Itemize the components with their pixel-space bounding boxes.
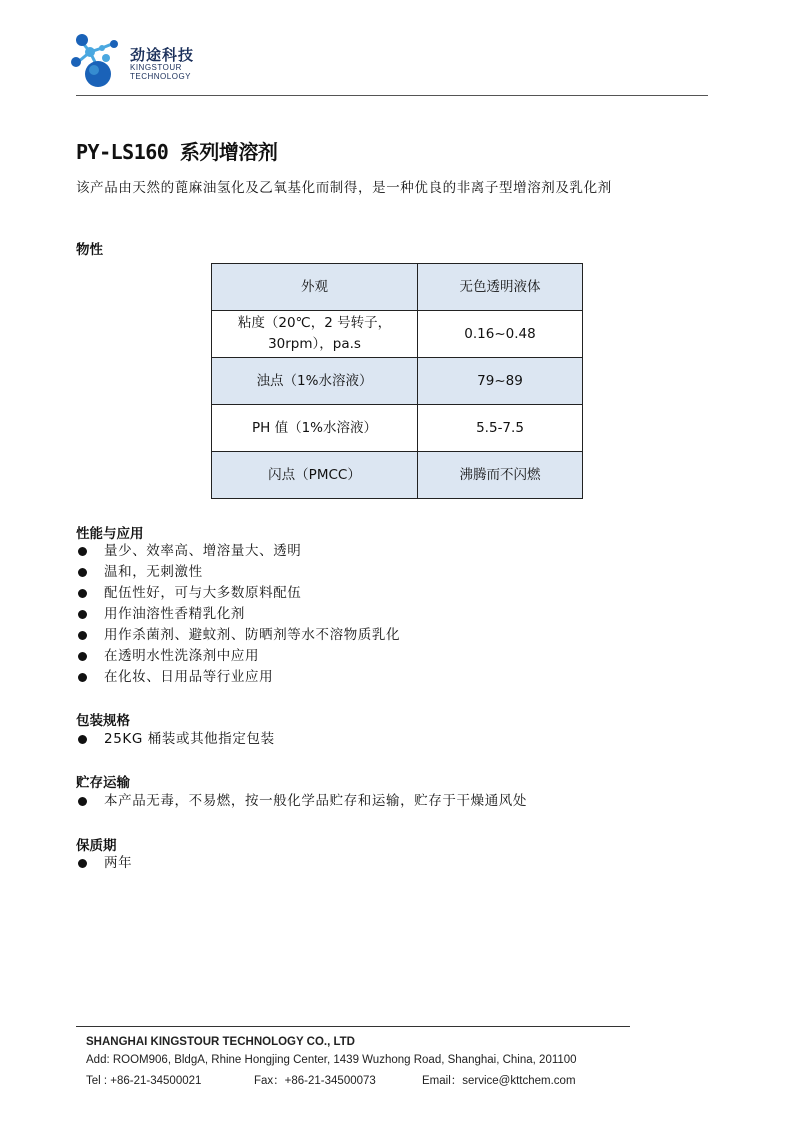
section-heading-shelf-life: 保质期 (76, 838, 117, 854)
bullet-icon (78, 735, 87, 744)
list-item (76, 646, 400, 667)
footer-email[interactable]: Email：service@kttchem.com (422, 1075, 576, 1087)
list-item-text: 温和，无刺激性 (104, 564, 203, 580)
footer-divider (76, 1026, 630, 1027)
list-item (76, 583, 400, 604)
property-value: 无色透明液体 (418, 264, 583, 311)
section-heading-performance: 性能与应用 (76, 526, 144, 542)
molecule-logo-icon (68, 30, 130, 90)
bullet-icon (78, 610, 87, 619)
footer-tel: Tel : +86-21-34500021 (86, 1075, 202, 1087)
shelf-life-list (76, 853, 132, 874)
bullet-icon (78, 797, 87, 806)
list-item (76, 604, 400, 625)
performance-list (76, 541, 400, 688)
list-item-text: 本产品无毒，不易燃，按一般化学品贮存和运输，贮存于干燥通风处 (104, 793, 527, 809)
bullet-icon (78, 547, 87, 556)
list-item-text: 25KG 桶装或其他指定包装 (104, 731, 275, 747)
bullet-icon (78, 568, 87, 577)
list-item (76, 562, 400, 583)
table-row (212, 405, 583, 452)
property-name (212, 311, 418, 358)
section-heading-storage: 贮存运输 (76, 775, 130, 791)
property-value: 5.5-7.5 (418, 405, 583, 452)
bullet-icon (78, 673, 87, 682)
header-divider (76, 95, 708, 96)
bullet-icon (78, 859, 87, 868)
list-item-text: 在透明水性洗涤剂中应用 (104, 648, 260, 664)
table-row (212, 264, 583, 311)
section-heading-properties: 物性 (76, 242, 103, 258)
property-name: 闪点（PMCC） (212, 452, 418, 499)
list-item (76, 853, 132, 874)
property-value: 79~89 (418, 358, 583, 405)
list-item (76, 729, 275, 750)
property-name-line: 30rpm），pa.s (268, 336, 361, 352)
list-item-text: 在化妆、日用品等行业应用 (104, 669, 274, 685)
document-title: PY-LS160 系列增溶剂 (76, 140, 278, 164)
list-item (76, 667, 400, 688)
properties-table (211, 263, 583, 499)
table-row (212, 452, 583, 499)
company-logo (68, 30, 208, 90)
footer-address: Add: ROOM906, BldgA, Rhine Hongjing Center, 1439 Wuzhong Road, Shanghai, China, 201100 (86, 1054, 577, 1066)
property-name: 浊点（1%水溶液） (212, 358, 418, 405)
list-item-text: 用作杀菌剂、避蚊剂、防晒剂等水不溶物质乳化 (104, 627, 401, 643)
list-item-text: 量少、效率高、增溶量大、透明 (104, 543, 302, 559)
property-name-line: 粘度（20℃，2 号转子， (237, 315, 392, 331)
bullet-icon (78, 652, 87, 661)
list-item-text: 配伍性好，可与大多数原料配伍 (104, 585, 302, 601)
footer-company-name: SHANGHAI KINGSTOUR TECHNOLOGY CO., LTD (86, 1036, 355, 1048)
list-item-text: 用作油溶性香精乳化剂 (104, 606, 245, 622)
list-item (76, 791, 527, 812)
storage-list (76, 791, 527, 812)
property-name: PH 值（1%水溶液） (212, 405, 418, 452)
list-item (76, 541, 400, 562)
list-item (76, 625, 400, 646)
logo-english-line1: KINGSTOUR (130, 63, 182, 72)
footer-contact (86, 1072, 576, 1088)
footer-fax: Fax：+86-21-34500073 (254, 1075, 376, 1087)
bullet-icon (78, 631, 87, 640)
table-row (212, 311, 583, 358)
table-row (212, 358, 583, 405)
packaging-list (76, 729, 275, 750)
bullet-icon (78, 589, 87, 598)
section-heading-packaging: 包装规格 (76, 713, 130, 729)
property-value: 0.16~0.48 (418, 311, 583, 358)
property-value: 沸腾而不闪燃 (418, 452, 583, 499)
list-item-text: 两年 (104, 855, 133, 871)
logo-english-line2: TECHNOLOGY (130, 72, 192, 81)
intro-paragraph: 该产品由天然的蓖麻油氢化及乙氧基化而制得，是一种优良的非离子型增溶剂及乳化剂 (76, 180, 612, 196)
logo-chinese-name: 劲途科技 (130, 46, 195, 64)
property-name: 外观 (212, 264, 418, 311)
